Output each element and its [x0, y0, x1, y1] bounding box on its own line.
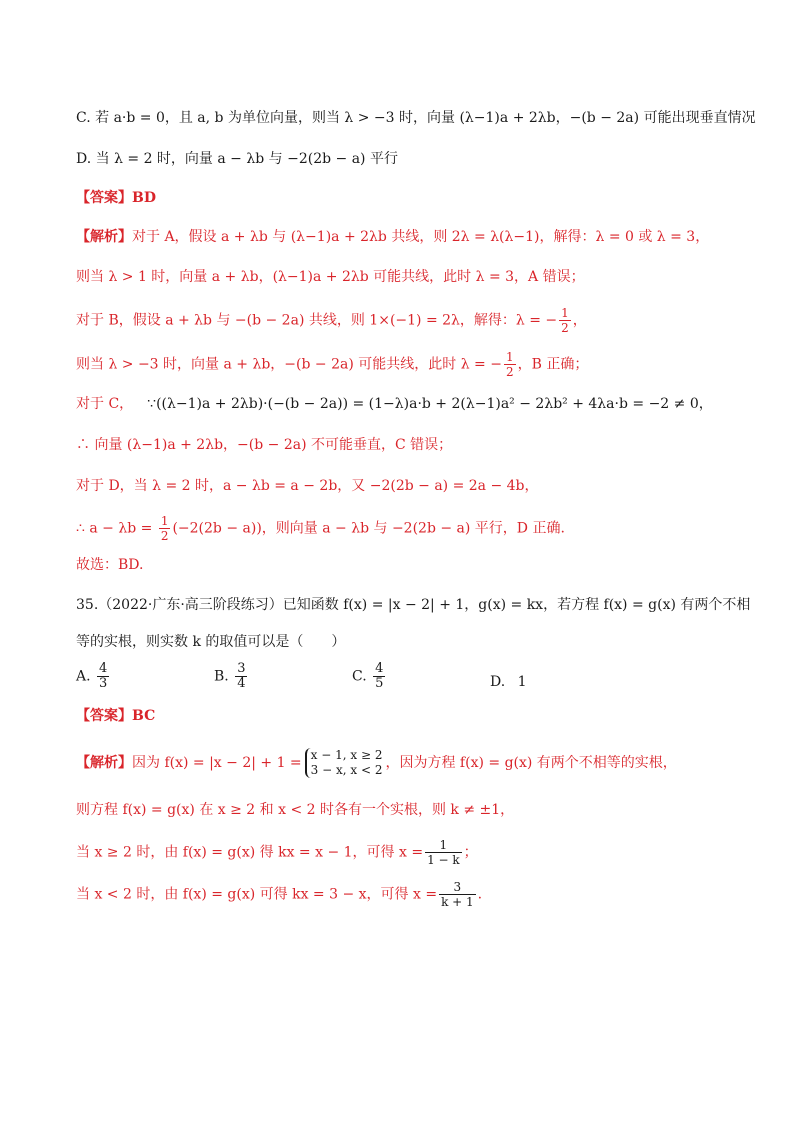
answer-tag: 【答案】	[76, 190, 132, 206]
fraction-numerator: 1	[505, 350, 514, 364]
fraction-denominator: 1 − k	[427, 853, 460, 867]
fraction-denominator: 2	[160, 529, 169, 543]
question-35-line-2: 等的实根，则实数 k 的取值可以是（ ）	[76, 634, 346, 650]
analysis-a-text-1: 对于 A，假设 a + λb 与 (λ−1)a + 2λb 共线，则 2λ = λ(λ−1)，解得：λ = 0 或 λ = 3，	[132, 229, 710, 245]
analysis-b1-pre: 对于 B，假设 a + λb 与 −(b − 2a) 共线，则 1×(−1) = 2λ，解得：λ = −	[76, 312, 558, 329]
piecewise-case-1: x − 1, x ≥ 2	[310, 748, 383, 762]
fraction-numerator: 1	[425, 838, 462, 853]
option-c-label: C.	[352, 668, 367, 685]
option-d-value: 1	[517, 674, 527, 690]
piecewise-brace	[305, 748, 383, 778]
analysis-b2-post: ，B 正确；	[517, 356, 589, 373]
analysis-e1-pre: 因为 f(x) = |x − 2| + 1 =	[132, 755, 302, 771]
analysis-e-line-3	[76, 838, 736, 867]
fraction-e4	[439, 880, 476, 909]
answer2-value: BC	[132, 708, 156, 724]
answer-line-2	[76, 706, 736, 726]
option-b	[214, 662, 249, 691]
fraction-denominator: 4	[237, 676, 246, 691]
analysis-c-line-1	[76, 394, 736, 414]
analysis-e3-post: ；	[463, 844, 478, 861]
analysis-b-line-2	[76, 350, 736, 379]
option-a	[76, 662, 111, 691]
analysis-e4-post: .	[477, 886, 483, 903]
fraction-denominator: 5	[375, 676, 384, 691]
option-d	[490, 672, 527, 692]
fraction-numerator: 1	[561, 306, 569, 320]
fraction-denominator: 2	[505, 365, 514, 379]
analysis-e3-pre: 当 x ≥ 2 时，由 f(x) = g(x) 得 kx = x − 1，可得 x =	[76, 844, 424, 861]
fraction-one-half-d2	[159, 514, 171, 543]
analysis-c1-pre: 对于 C，	[76, 396, 134, 412]
fraction-numerator: 4	[375, 661, 384, 676]
option-a-fraction	[97, 662, 109, 691]
analysis-a-line-1	[76, 227, 736, 247]
fraction-one-half-b2	[504, 350, 516, 379]
option-d-label: D.	[490, 674, 506, 690]
analysis-c1-math: ∵((λ−1)a + 2λb)·(−(b − 2a)) = (1−λ)a·b + 2(λ−1)a² − 2λb² + 4λa·b = −2 ≠ 0，	[147, 396, 713, 412]
fraction-e3	[425, 838, 462, 867]
fraction-numerator: 3	[237, 661, 246, 676]
option-b-label: B.	[214, 668, 229, 685]
question-35-line-1: 35.（2022·广东·高三阶段练习）已知函数 f(x) = |x − 2| + 1，g(x) = kx，若方程 f(x) = g(x) 有两个不相	[76, 597, 751, 613]
choose-line-1: 故选：BD.	[76, 557, 144, 573]
analysis-d-line-1: 对于 D，当 λ = 2 时，a − λb = a − 2b，又 −2(2b − a) = 2a − 4b，	[76, 478, 539, 494]
fraction-one-half-b1	[559, 306, 571, 335]
analysis-b-line-1	[76, 306, 736, 335]
fraction-denominator: 2	[561, 321, 569, 335]
question-35-options	[76, 662, 736, 702]
fraction-denominator: 3	[99, 676, 108, 691]
fraction-numerator: 4	[99, 661, 108, 676]
answer2-tag: 【答案】	[76, 708, 132, 724]
piecewise-case-2: 3 − x, x < 2	[310, 763, 383, 777]
option-d-line: D. 当 λ = 2 时，向量 a − λb 与 −2(2b − a) 平行	[76, 151, 398, 167]
fraction-numerator: 1	[160, 514, 169, 528]
analysis2-tag: 【解析】	[76, 755, 132, 771]
option-b-fraction	[235, 662, 247, 691]
analysis-tag: 【解析】	[76, 229, 132, 245]
analysis-d2-pre: ∴ a − λb =	[76, 520, 157, 537]
analysis-e1-post: ，因为方程 f(x) = g(x) 有两个不相等的实根，	[385, 755, 677, 771]
answer-value: BD	[132, 190, 156, 206]
fraction-numerator: 3	[439, 880, 476, 895]
analysis-d2-post: (−2(2b − a))，则向量 a − λb 与 −2(2b − a) 平行，D 正确.	[172, 520, 565, 537]
fraction-denominator: k + 1	[441, 895, 474, 909]
analysis-e-line-4	[76, 880, 736, 909]
option-a-label: A.	[76, 668, 91, 685]
analysis-c-line-2: ∴ 向量 (λ−1)a + 2λb，−(b − 2a) 不可能垂直，C 错误；	[76, 437, 453, 453]
analysis-e-line-2: 则方程 f(x) = g(x) 在 x ≥ 2 和 x < 2 时各有一个实根，则 k ≠ ±1，	[76, 802, 515, 818]
analysis-d-line-2	[76, 514, 736, 543]
option-c-fraction	[373, 662, 385, 691]
option-c-line: C. 若 a·b = 0，且 a, b 为单位向量，则当 λ > −3 时，向量 (λ−1)a + 2λb，−(b − 2a) 可能出现垂直情况	[76, 110, 756, 126]
analysis-e-line-1	[76, 748, 736, 778]
option-c	[352, 662, 387, 691]
analysis-b2-pre: 则当 λ > −3 时，向量 a + λb，−(b − 2a) 可能共线，此时 λ = −	[76, 356, 502, 373]
analysis-e4-pre: 当 x < 2 时，由 f(x) = g(x) 可得 kx = 3 − x，可得 x =	[76, 886, 438, 903]
answer-line-1	[76, 188, 736, 208]
analysis-a-line-2: 则当 λ > 1 时，向量 a + λb，(λ−1)a + 2λb 可能共线，此时 λ = 3，A 错误；	[76, 269, 585, 285]
analysis-b1-post: ，	[572, 312, 587, 329]
